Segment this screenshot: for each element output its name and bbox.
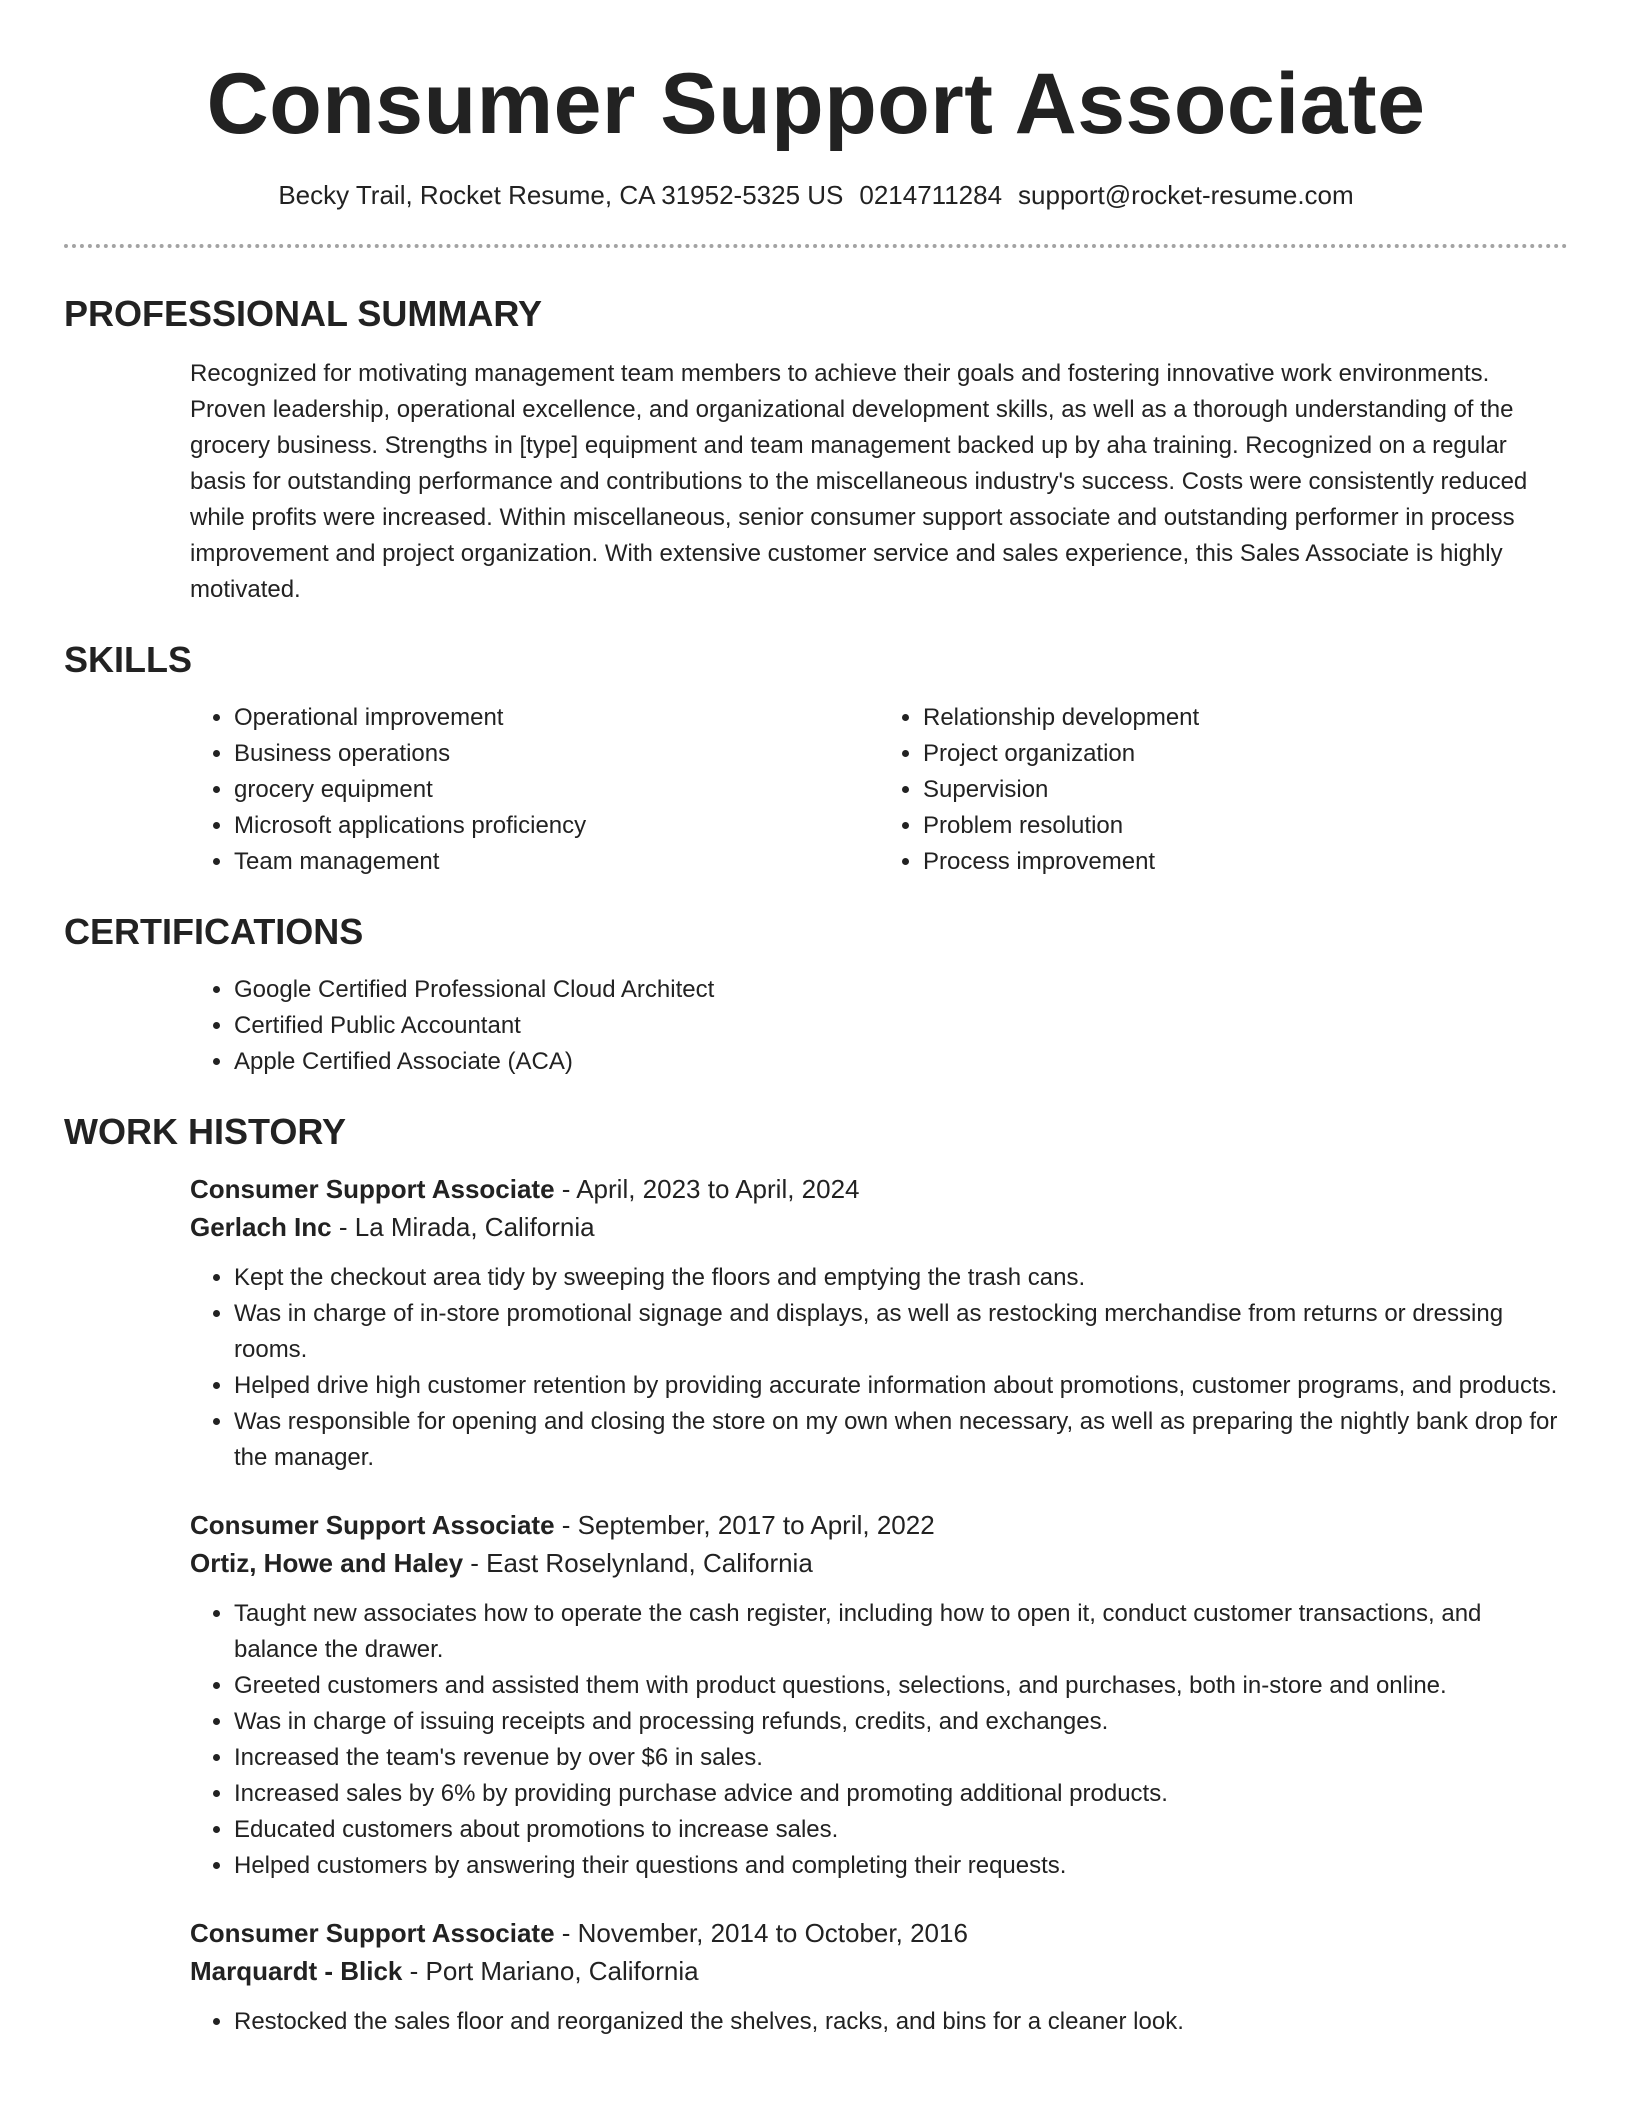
certifications-body <box>190 972 1568 1080</box>
job-bullet: • Kept the checkout area tidy by sweeping the floors and emptying the trash cans. <box>234 1260 1568 1296</box>
skill-item: • Relationship development <box>923 700 1568 736</box>
job-title: Consumer Support Associate <box>190 1510 555 1540</box>
job-bullet: • Greeted customers and assisted them with product questions, selections, and purchases, both in-store and online. <box>234 1668 1568 1704</box>
job-company-line <box>190 1952 1568 1990</box>
job-bullets <box>190 2004 1568 2040</box>
summary-heading: PROFESSIONAL SUMMARY <box>64 293 543 334</box>
job-title-line <box>190 1506 1568 1544</box>
skill-item: • Project organization <box>923 736 1568 772</box>
job-entry <box>190 1170 1568 1476</box>
job-bullet: • Educated customers about promotions to increase sales. <box>234 1812 1568 1848</box>
skills-column-left <box>190 700 879 880</box>
contact-line <box>64 178 1568 212</box>
job-bullet: • Helped customers by answering their questions and completing their requests. <box>234 1848 1568 1884</box>
job-company-line <box>190 1208 1568 1246</box>
job-bullet: • Was responsible for opening and closing the store on my own when necessary, as well as preparing the nightly bank drop for the manager. <box>234 1404 1568 1476</box>
job-bullet: • Increased the team's revenue by over $6 in sales. <box>234 1740 1568 1776</box>
summary-text: Recognized for motivating management team members to achieve their goals and fostering innovative work environments. Proven leadership, operational excellence, and organizational development skills, as well as a thorough understanding of the grocery business. Strengths in [type] equipment and team management backed up by aha training. Recognized on a regular basis for outstanding performance and contributions to the miscellaneous industry's success. Costs were consistently reduced while profits were increased. Within miscellaneous, senior consumer support associate and outstanding performer in process improvement and project organization. With extensive customer service and sales experience, this Sales Associate is highly motivated. <box>190 360 1528 603</box>
skill-item: • Problem resolution <box>923 808 1568 844</box>
work-history-body <box>190 1170 1568 2040</box>
skill-item: • Process improvement <box>923 844 1568 880</box>
job-location: - Port Mariano, California <box>402 1956 699 1986</box>
job-bullet: • Restocked the sales floor and reorganized the shelves, racks, and bins for a cleaner look. <box>234 2004 1568 2040</box>
contact-address: Becky Trail, Rocket Resume, CA 31952-5325 US <box>278 180 844 210</box>
job-company: Marquardt - Blick <box>190 1956 403 1986</box>
skill-item: • Business operations <box>234 736 879 772</box>
job-entry <box>190 1506 1568 1884</box>
skill-item: • Team management <box>234 844 879 880</box>
job-company: Gerlach Inc <box>190 1212 332 1242</box>
skill-item: • Operational improvement <box>234 700 879 736</box>
skill-item: • Microsoft applications proficiency <box>234 808 879 844</box>
contact-phone: 0214711284 <box>859 180 1003 210</box>
page-title: Consumer Support Associate <box>206 56 1426 152</box>
job-bullet: • Increased sales by 6% by providing purchase advice and promoting additional products. <box>234 1776 1568 1812</box>
job-title: Consumer Support Associate <box>190 1174 555 1204</box>
job-title-line <box>190 1170 1568 1208</box>
summary-body <box>190 356 1568 608</box>
work-history-heading: WORK HISTORY <box>64 1111 347 1152</box>
job-dates: - September, 2017 to April, 2022 <box>554 1510 935 1540</box>
job-location: - La Mirada, California <box>331 1212 595 1242</box>
certification-item: • Google Certified Professional Cloud Architect <box>234 972 1568 1008</box>
job-location: - East Roselynland, California <box>463 1548 813 1578</box>
job-bullets <box>190 1596 1568 1884</box>
job-company-line <box>190 1544 1568 1582</box>
job-bullet: • Was in charge of in-store promotional signage and displays, as well as restocking merchandise from returns or dressing rooms. <box>234 1296 1568 1368</box>
job-dates: - November, 2014 to October, 2016 <box>554 1918 968 1948</box>
skill-item: • grocery equipment <box>234 772 879 808</box>
job-bullets <box>190 1260 1568 1476</box>
job-company: Ortiz, Howe and Haley <box>190 1548 464 1578</box>
job-bullet: • Taught new associates how to operate the cash register, including how to open it, conduct customer transactions, and balance the drawer. <box>234 1596 1568 1668</box>
header-divider <box>64 244 1568 248</box>
job-title: Consumer Support Associate <box>190 1918 555 1948</box>
certification-item: • Certified Public Accountant <box>234 1008 1568 1044</box>
skills-list <box>190 700 1568 880</box>
certifications-list <box>190 972 1568 1080</box>
job-dates: - April, 2023 to April, 2024 <box>554 1174 860 1204</box>
job-bullet: • Was in charge of issuing receipts and processing refunds, credits, and exchanges. <box>234 1704 1568 1740</box>
skills-heading: SKILLS <box>64 639 193 680</box>
job-title-line <box>190 1914 1568 1952</box>
skill-item: • Supervision <box>923 772 1568 808</box>
skills-column-right <box>879 700 1568 880</box>
contact-email: support@rocket-resume.com <box>1018 180 1354 210</box>
certification-item: • Apple Certified Associate (ACA) <box>234 1044 1568 1080</box>
certifications-heading: CERTIFICATIONS <box>64 911 364 952</box>
job-bullet: • Helped drive high customer retention by providing accurate information about promotions, customer programs, and products. <box>234 1368 1568 1404</box>
job-entry <box>190 1914 1568 2040</box>
